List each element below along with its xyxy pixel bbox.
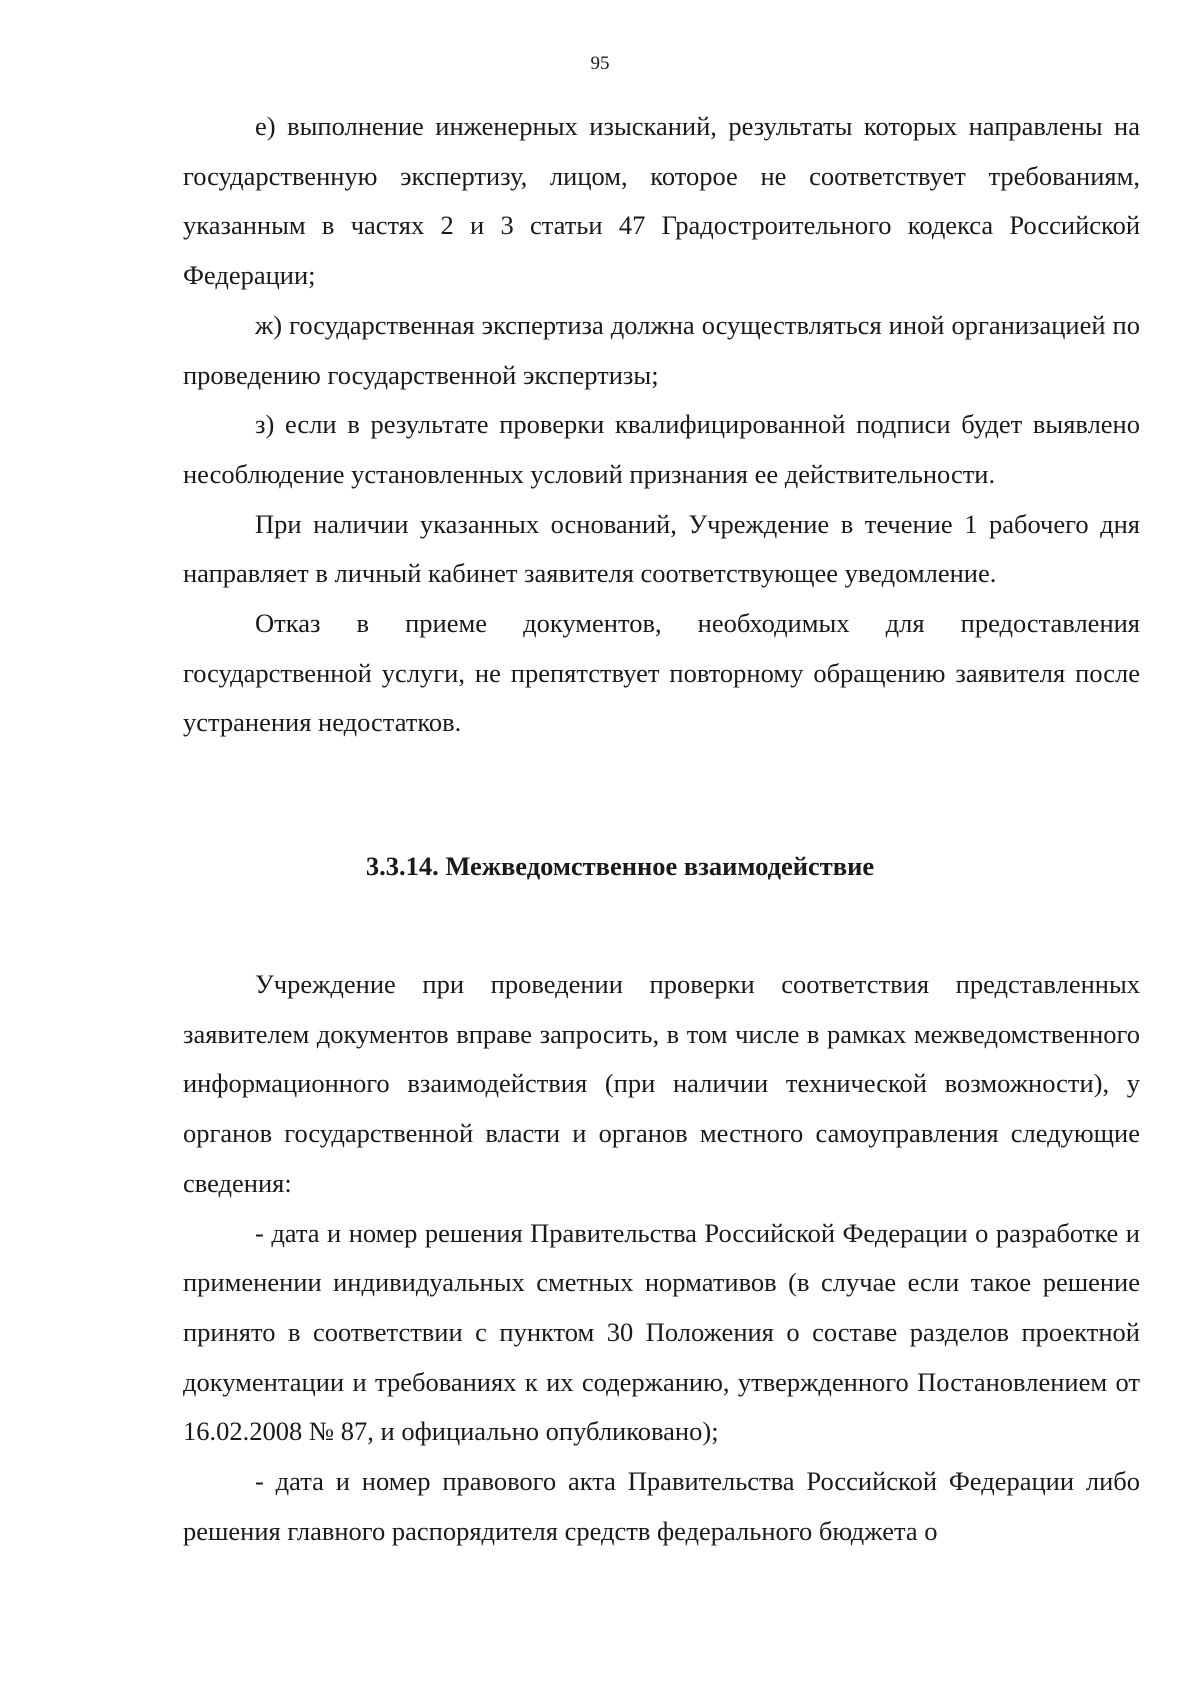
list-item-zh: ж) государственная экспертиза должна осуществляться иной организацией по проведению государственной экспертизы; xyxy=(183,309,1140,390)
notification-paragraph: При наличии указанных оснований, Учреждение в течение 1 рабочего дня направляет в личный кабинет заявителя соответствующее уведомление. xyxy=(183,508,1140,589)
bullet-item: - дата и номер решения Правительства Российской Федерации о разработке и применении индивидуальных сметных нормативов (в случае если такое решение принято в соответствии с пунктом 30 Положения о составе разделов проектной документации и требованиях к их содержанию, утвержденного Постановлением от 16.02.2008 № 87, и официально опубликовано); xyxy=(183,1217,1140,1447)
section-heading: 3.3.14. Межведомственное взаимодействие xyxy=(365,851,875,881)
document-body-bottom xyxy=(183,960,1140,1556)
page-number: 95 xyxy=(590,53,610,74)
interaction-intro-paragraph: Учреждение при проведении проверки соответствия представленных заявителем документов вправе запросить, в том числе в рамках межведомственного информационного взаимодействия (при наличии технической возможности), у органов государственной власти и органов местного самоуправления следующие сведения: xyxy=(183,969,1140,1198)
document-body-top xyxy=(183,102,1140,748)
list-item-z: з) если в результате проверки квалифицированной подписи будет выявлено несоблюдение установленных условий признания ее действительности. xyxy=(183,409,1140,489)
bullet-item: - дата и номер правового акта Правительства Российской Федерации либо решения главного распорядителя средств федерального бюджета о xyxy=(183,1466,1140,1546)
refusal-paragraph: Отказ в приеме документов, необходимых для предоставления государственной услуги, не препятствует повторному обращению заявителя после устранения недостатков. xyxy=(183,608,1140,738)
list-item-e: е) выполнение инженерных изысканий, результаты которых направлены на государственную экспертизу, лицом, которое не соответствует требованиям, указанным в частях 2 и 3 статьи 47 Градостроительного кодекса Российской Федерации; xyxy=(183,111,1140,291)
